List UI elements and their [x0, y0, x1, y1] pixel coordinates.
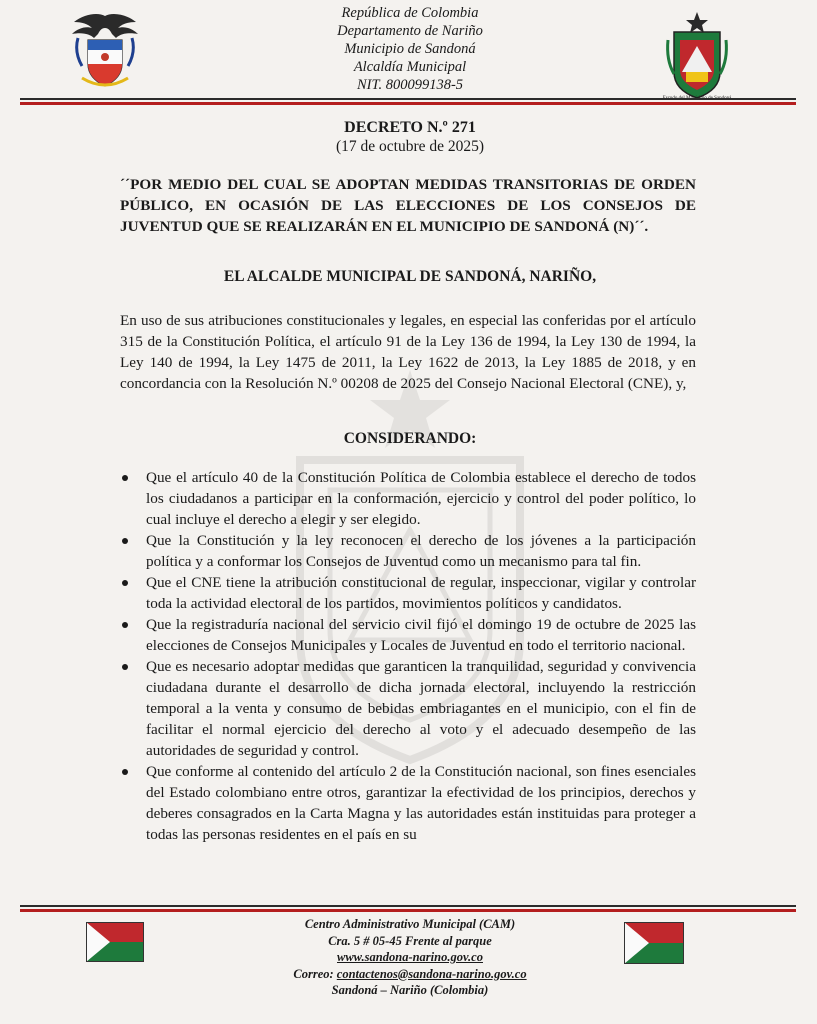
considerando-text: Que la registraduría nacional del servicio civil fijó el domingo 19 de octubre de 2025 las elecciones de Consejos Municipales y Locales de Juventud en todo el territorio nacional.	[146, 616, 696, 654]
considerando-text: Que conforme al contenido del artículo 2 de la Constitución nacional, son fines esenciales del Estado colombiano entre otros, garantizar la efectividad de los principios, derechos y deberes consagrados en la Carta Magna y las autoridades están instituidas para proteger a todas las personas residentes en el país en su	[146, 763, 696, 843]
decree-title: DECRETO N.º 271	[344, 119, 476, 136]
list-item	[122, 467, 696, 530]
header-line: Municipio de Sandoná	[344, 41, 476, 57]
bullet-icon	[122, 664, 128, 670]
header-institution	[250, 4, 570, 94]
footer-contact	[210, 916, 610, 999]
bullet-icon	[122, 622, 128, 628]
list-item	[122, 614, 696, 656]
footer-address: Cra. 5 # 05-45 Frente al parque	[328, 933, 492, 948]
sandona-coat-of-arms-icon	[664, 10, 730, 100]
footer-email-row	[210, 966, 610, 983]
considerando-text: Que el artículo 40 de la Constitución Política de Colombia establece el derecho de todos los ciudadanos a participar en la conformación, ejercicio y control del poder político, lo cual incluye el derecho a elegir y ser elegido.	[146, 469, 696, 528]
decree-subject: ´´POR MEDIO DEL CUAL SE ADOPTAN MEDIDAS TRANSITORIAS DE ORDEN PÚBLICO, EN OCASIÓN DE LAS ELECCIONES DE LOS CONSEJOS DE JUVENTUD QUE SE REALIZARÁN EN EL MUNICIPIO DE SANDONÁ (N)´´.	[120, 176, 696, 235]
considerando-list	[122, 467, 696, 845]
header-line: República de Colombia	[341, 5, 479, 21]
considerando-text: Que la Constitución y la ley reconocen el derecho de los jóvenes a la participación política y a conformar los Consejos de Juventud como un mecanismo para tal fin.	[146, 532, 696, 570]
authority-heading: EL ALCALDE MUNICIPAL DE SANDONÁ, NARIÑO,	[223, 268, 597, 285]
bullet-icon	[122, 475, 128, 481]
list-item	[122, 572, 696, 614]
header-divider	[20, 98, 796, 105]
list-item	[122, 530, 696, 572]
sandona-flag-icon	[86, 922, 144, 962]
sandona-flag-icon	[624, 922, 684, 964]
intro-paragraph: En uso de sus atribuciones constitucionales y legales, en especial las conferidas por el artículo 315 de la Constitución Política, el artículo 91 de la Ley 136 de 1994, la Ley 130 de 1994, la Ley 140 de 1994, la Ley 1475 de 2011, la Ley 1622 de 2013, la Ley 1885 de 2018, y en concordancia con la Resolución N.º 00208 de 2025 del Consejo Nacional Electoral (CNE), y,	[120, 312, 696, 392]
footer-email-label: Correo:	[293, 966, 334, 981]
footer-website-link[interactable]: www.sandona-narino.gov.co	[337, 950, 483, 964]
footer-center-name: Centro Administrativo Municipal (CAM)	[304, 917, 516, 931]
list-item	[122, 656, 696, 761]
considerando-text: Que el CNE tiene la atribución constitucional de regular, inspeccionar, vigilar y controlar toda la actividad electoral de los partidos, movimientos políticos y candidatos.	[146, 574, 696, 612]
considerando-text: Que es necesario adoptar medidas que garanticen la tranquilidad, seguridad y convivencia ciudadana durante el desarrollo de dicha jornada electoral, incluyendo la restricción temporal a la venta y consumo de bebidas embriagantes en el municipio, con el fin de facilitar el normal ejercicio del derecho al voto y el adecuado desempeño de las autoridades de seguridad y control.	[146, 658, 696, 759]
header-line: Alcaldía Municipal	[353, 59, 467, 75]
footer-email-link[interactable]: contactenos@sandona-narino.gov.co	[336, 966, 527, 981]
list-item	[122, 761, 696, 845]
bullet-icon	[122, 769, 128, 775]
footer-divider	[20, 905, 796, 912]
decree-date: (17 de octubre de 2025)	[335, 138, 485, 155]
considerando-heading: CONSIDERANDO:	[343, 430, 477, 447]
bullet-icon	[122, 538, 128, 544]
footer-location: Sandoná – Nariño (Colombia)	[331, 983, 489, 997]
bullet-icon	[122, 580, 128, 586]
header-line: NIT. 800099138-5	[356, 77, 464, 93]
colombia-coat-of-arms-icon	[68, 12, 142, 94]
header-line: Departamento de Nariño	[337, 23, 483, 39]
